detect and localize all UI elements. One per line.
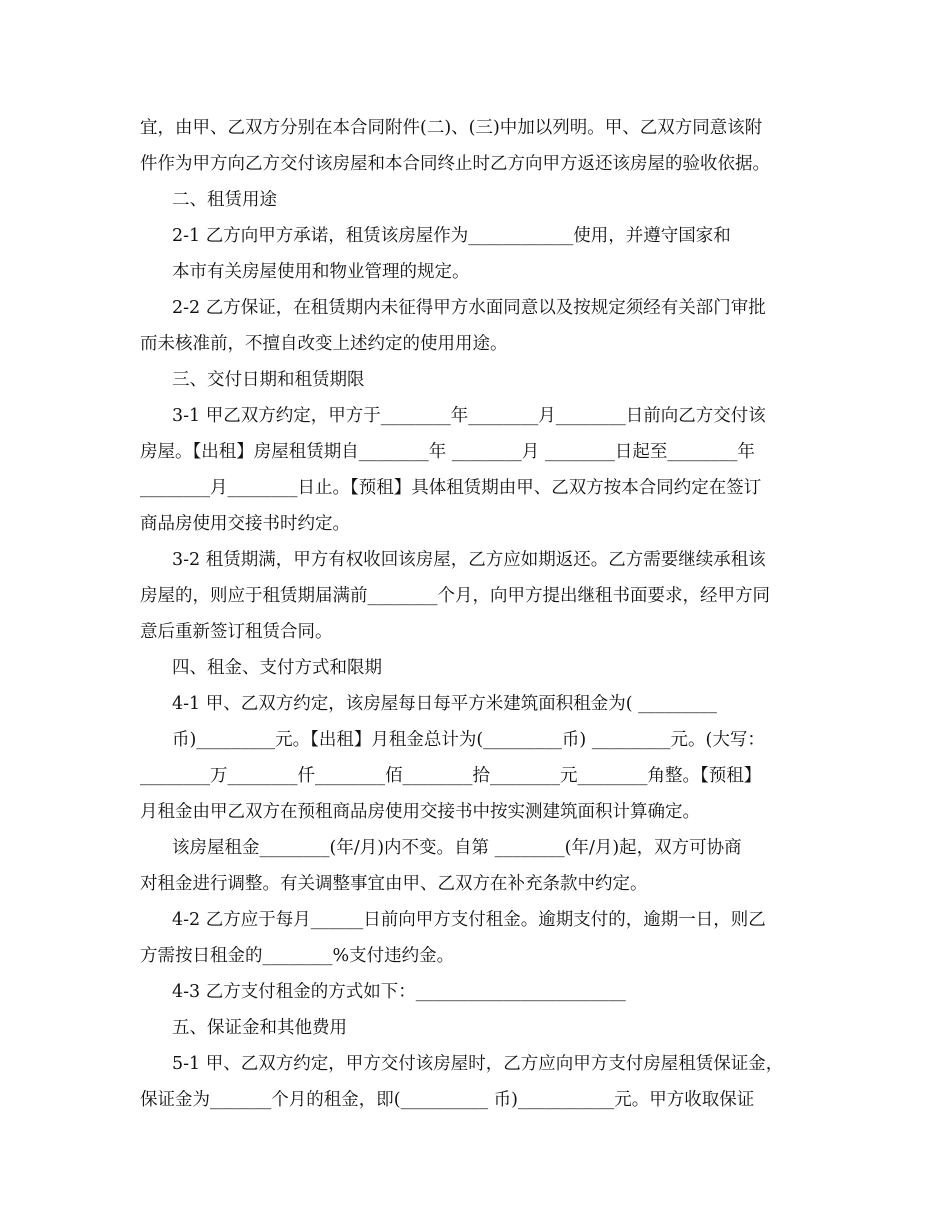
text-line: 而未核准前，不擅自改变上述约定的使用用途。 [140, 334, 508, 354]
text-line: 方需按日租金的________%支付违约金。 [140, 946, 455, 966]
text-line: 对租金进行调整。有关调整事宜由甲、乙双方在补充条款中约定。 [140, 874, 648, 894]
text-line: 房屋的，则应于租赁期届满前________个月，向甲方提出继租书面要求，经甲方同 [140, 586, 770, 606]
text-line: ________万________仟________佰________拾________元________角整。【预租】 [140, 766, 762, 786]
section-heading: 二、租赁用途 [172, 190, 277, 210]
text-line: 保证金为_______个月的租金，即(__________ 币)___________元。甲方收取保证 [140, 1090, 755, 1110]
clause-line: 3-1 甲乙双方约定，甲方于________年________月________日前向乙方交付该 [172, 406, 766, 426]
text-line: ________月________日止。【预租】具体租赁期由甲、乙双方按本合同约定在签订 [140, 478, 762, 498]
text-line: 宜，由甲、乙双方分别在本合同附件(二)、(三)中加以列明。甲、乙双方同意该附 [140, 118, 763, 138]
text-line: 意后重新签订租赁合同。 [140, 622, 333, 642]
section-heading: 三、交付日期和租赁期限 [172, 370, 365, 390]
text-line: 商品房使用交接书时约定。 [140, 514, 350, 534]
section-heading: 四、租金、支付方式和限期 [172, 658, 382, 678]
text-line: 币)_________元。【出租】月租金总计为(_________币) _________元。(大写： [172, 730, 765, 750]
clause-line: 4-1 甲、乙双方约定，该房屋每日每平方米建筑面积租金为( _________ [172, 694, 717, 714]
clause-line: 2-2 乙方保证，在租赁期内未征得甲方水面同意以及按规定须经有关部门审批 [172, 298, 766, 318]
clause-line: 2-1 乙方向甲方承诺，租赁该房屋作为____________使用，并遵守国家和 [172, 226, 731, 246]
clause-line: 3-2 租赁期满，甲方有权收回该房屋，乙方应如期返还。乙方需要继续承租该 [172, 550, 766, 570]
section-heading: 五、保证金和其他费用 [172, 1018, 347, 1038]
text-line: 件作为甲方向乙方交付该房屋和本合同终止时乙方向甲方返还该房屋的验收依据。 [140, 154, 770, 174]
clause-line: 4-2 乙方应于每月______日前向甲方支付租金。逾期支付的，逾期一日，则乙 [172, 910, 766, 930]
text-line: 本市有关房屋使用和物业管理的规定。 [172, 262, 470, 282]
text-line: 月租金由甲乙双方在预租商品房使用交接书中按实测建筑面积计算确定。 [140, 802, 700, 822]
clause-line: 5-1 甲、乙双方约定，甲方交付该房屋时，乙方应向甲方支付房屋租赁保证金， [172, 1054, 784, 1074]
clause-line: 4-3 乙方支付租金的方式如下：________________________ [172, 982, 626, 1002]
text-line: 该房屋租金________(年/月)内不变。自第 ________(年/月)起，双方可协商 [172, 838, 742, 858]
text-line: 房屋。【出租】房屋租赁期自________年 ________月 ________日起至________年 [140, 442, 755, 462]
